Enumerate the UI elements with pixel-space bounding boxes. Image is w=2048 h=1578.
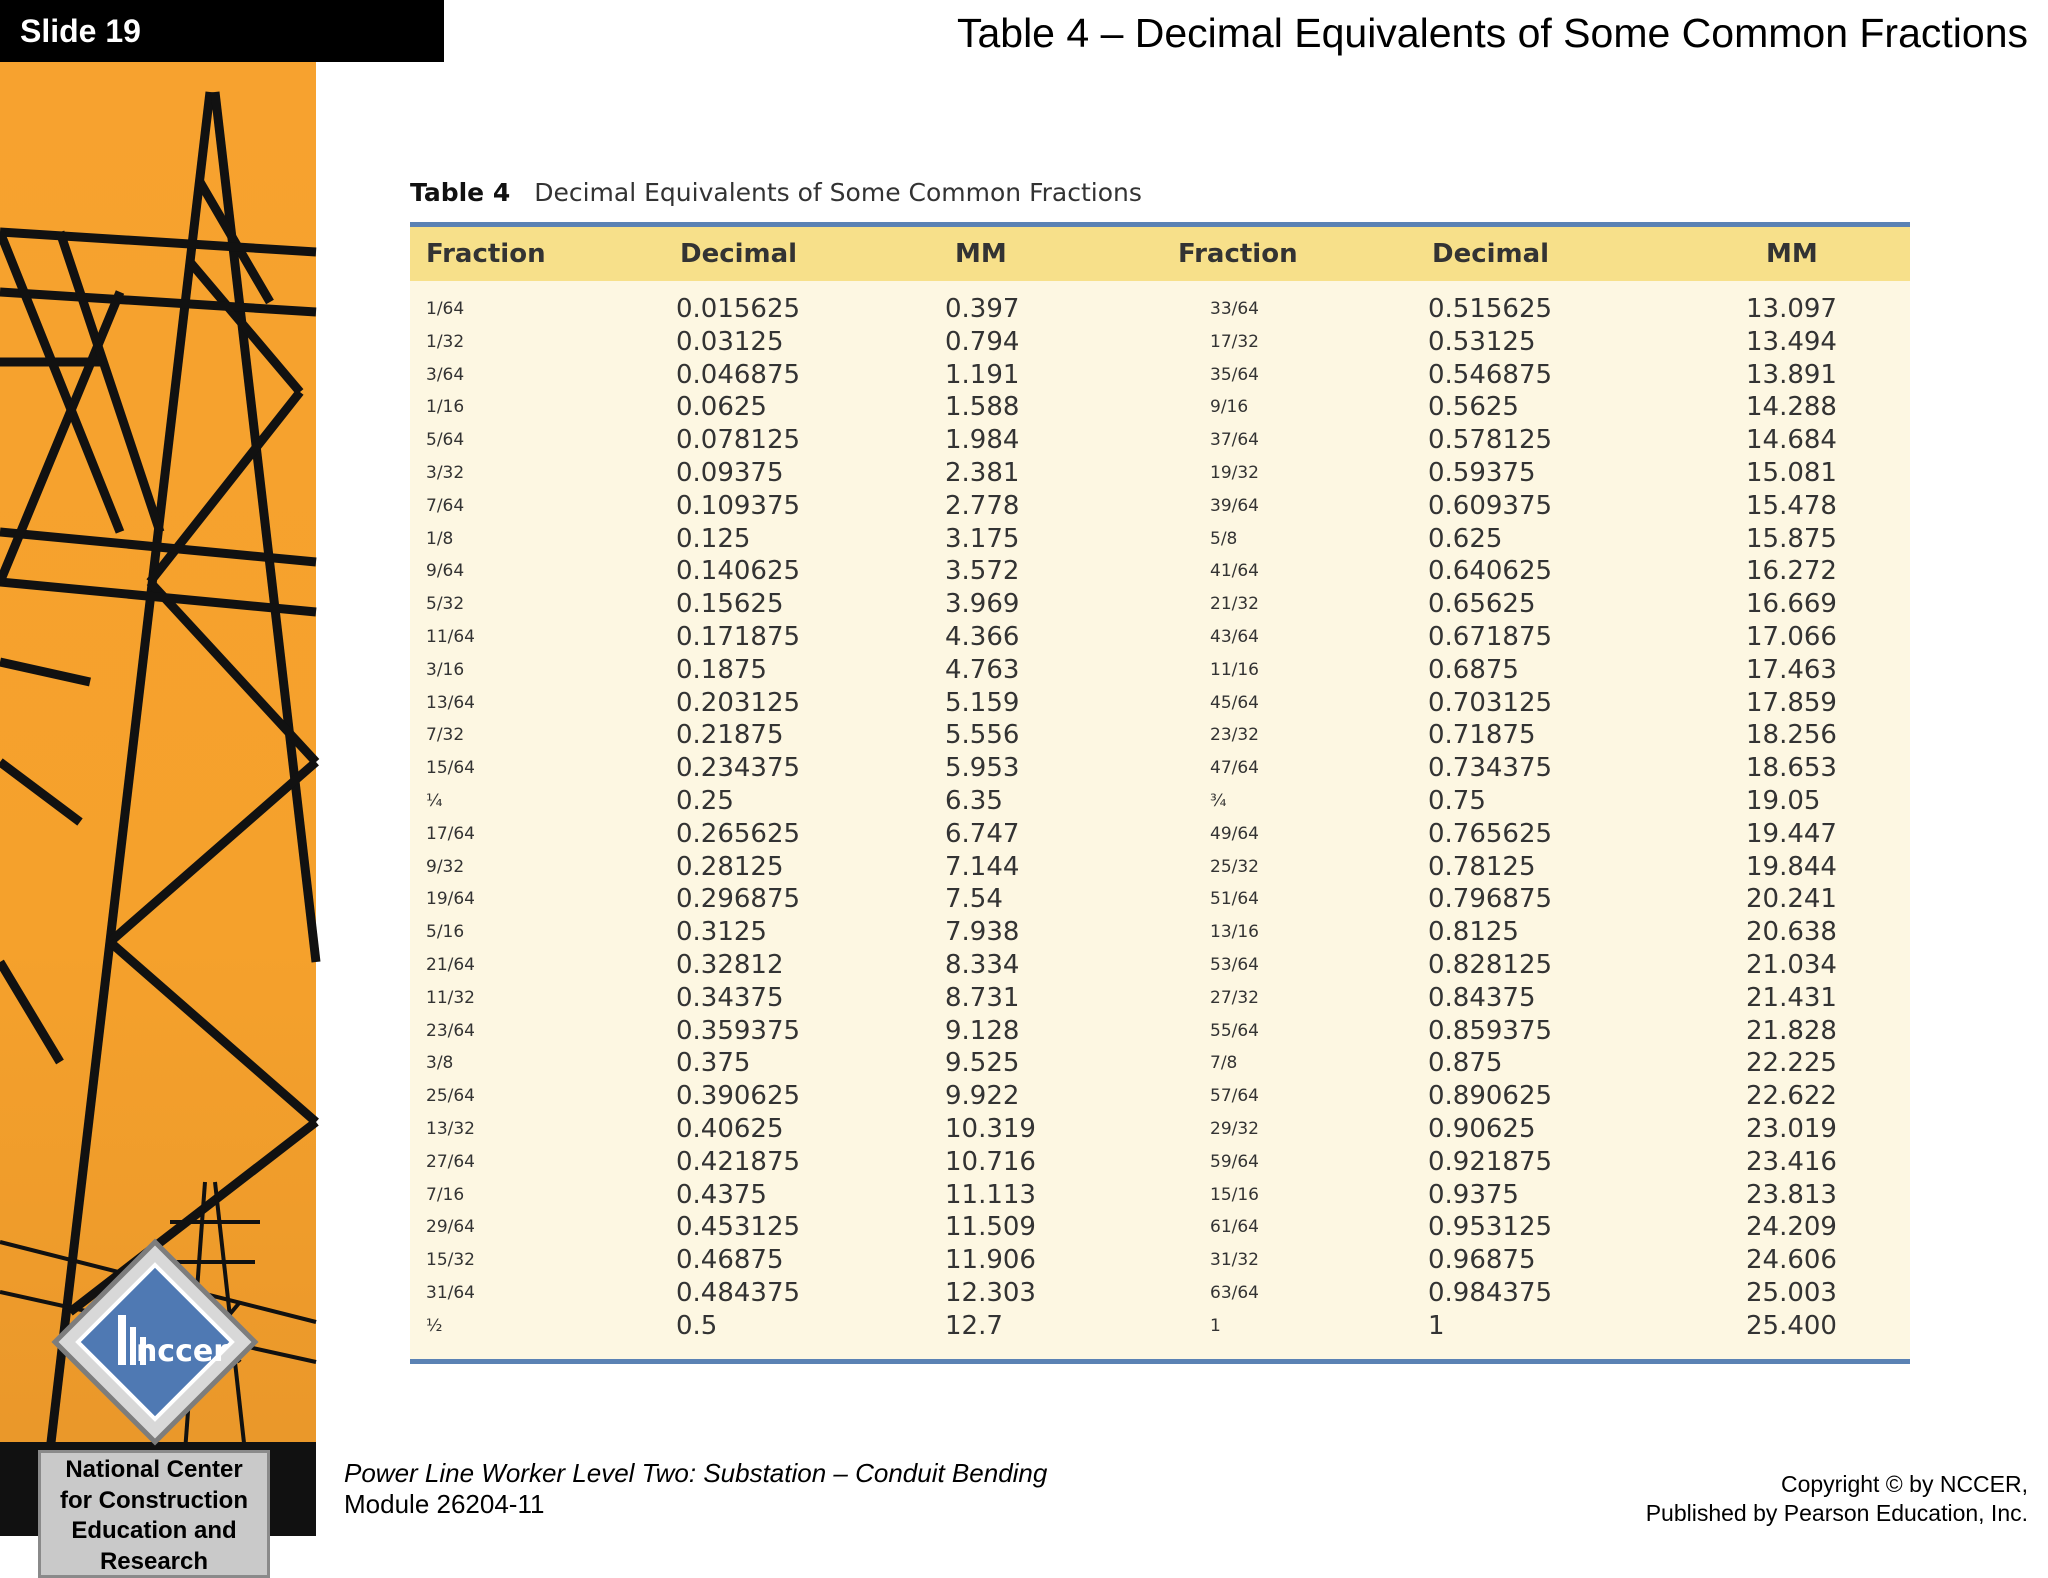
cell-decimal: 0.734375 (1428, 753, 1553, 784)
cell-fraction: 55/64 (1210, 1020, 1259, 1041)
cell-decimal: 0.265625 (676, 818, 801, 849)
cell-fraction: 15/16 (1210, 1184, 1259, 1205)
cell-mm: 7.144 (945, 851, 1020, 882)
cell-decimal: 0.609375 (1428, 490, 1553, 521)
table-row (410, 457, 1910, 490)
table-row (410, 391, 1910, 424)
cell-decimal: 0.1875 (676, 654, 767, 685)
cell-fraction: 1 (1210, 1315, 1221, 1336)
cell-decimal: 0.5 (676, 1310, 718, 1341)
cell-decimal: 1 (1428, 1310, 1445, 1341)
header-decimal-2: Decimal (1432, 239, 1550, 269)
cell-decimal: 0.3125 (676, 917, 767, 948)
cell-mm: 24.209 (1746, 1212, 1837, 1243)
header-mm-1: MM (955, 239, 1007, 269)
cell-mm: 17.066 (1746, 621, 1837, 652)
footer-module-number: Module 26204-11 (344, 1489, 545, 1519)
table-caption (410, 178, 1142, 207)
cell-fraction: 17/64 (426, 823, 475, 844)
cell-decimal: 0.234375 (676, 753, 801, 784)
cell-mm: 11.509 (945, 1212, 1036, 1243)
cell-decimal: 0.25 (676, 785, 734, 816)
cell-decimal: 0.984375 (1428, 1277, 1553, 1308)
cell-fraction: 1/8 (426, 528, 454, 549)
cell-decimal: 0.625 (1428, 523, 1503, 554)
cell-decimal: 0.296875 (676, 884, 801, 915)
cell-decimal: 0.109375 (676, 490, 801, 521)
cell-decimal: 0.453125 (676, 1212, 801, 1243)
cell-decimal: 0.765625 (1428, 818, 1553, 849)
cell-decimal: 0.546875 (1428, 359, 1553, 390)
cell-decimal: 0.84375 (1428, 982, 1536, 1013)
cell-fraction: 11/64 (426, 626, 475, 647)
cell-fraction: 31/64 (426, 1282, 475, 1303)
table-row (410, 555, 1910, 588)
cell-mm: 2.778 (945, 490, 1020, 521)
cell-mm: 5.556 (945, 720, 1020, 751)
fraction-decimal-table (410, 222, 1910, 1364)
slide-number-label: Slide 19 (0, 0, 444, 62)
cell-decimal: 0.359375 (676, 1015, 801, 1046)
cell-mm: 4.366 (945, 621, 1020, 652)
cell-fraction: 25/32 (1210, 856, 1259, 877)
table-row (410, 1047, 1910, 1080)
table-row (410, 1080, 1910, 1113)
cell-fraction: 3/8 (426, 1053, 454, 1074)
cell-decimal: 0.5625 (1428, 392, 1519, 423)
cell-mm: 11.113 (945, 1179, 1036, 1210)
cell-decimal: 0.859375 (1428, 1015, 1553, 1046)
cell-fraction: 39/64 (1210, 495, 1259, 516)
cell-decimal: 0.890625 (1428, 1081, 1553, 1112)
cell-mm: 19.05 (1746, 785, 1821, 816)
cell-fraction: 27/32 (1210, 987, 1259, 1008)
table-caption-number: Table 4 (410, 178, 511, 207)
cell-decimal: 0.078125 (676, 425, 801, 456)
cell-decimal: 0.78125 (1428, 851, 1536, 882)
cell-fraction: 35/64 (1210, 364, 1259, 385)
cell-decimal: 0.03125 (676, 326, 784, 357)
cell-fraction: 49/64 (1210, 823, 1259, 844)
cell-decimal: 0.65625 (1428, 589, 1536, 620)
table-row (410, 949, 1910, 982)
cell-mm: 21.431 (1746, 982, 1837, 1013)
cell-decimal: 0.71875 (1428, 720, 1536, 751)
cell-mm: 3.175 (945, 523, 1020, 554)
table-row (410, 424, 1910, 457)
table-row (410, 359, 1910, 392)
slide-title: Table 4 – Decimal Equivalents of Some Common Fractions (956, 10, 2028, 56)
cell-fraction: 15/32 (426, 1250, 475, 1271)
cell-fraction: 13/64 (426, 692, 475, 713)
cell-mm: 1.984 (945, 425, 1020, 456)
cell-decimal: 0.796875 (1428, 884, 1553, 915)
table-row (410, 490, 1910, 523)
cell-decimal: 0.4375 (676, 1179, 767, 1210)
table-row (410, 654, 1910, 687)
cell-fraction: 9/64 (426, 561, 465, 582)
cell-mm: 15.875 (1746, 523, 1837, 554)
cell-decimal: 0.09375 (676, 457, 784, 488)
cell-fraction: 23/32 (1210, 725, 1259, 746)
cell-fraction: 1/32 (426, 331, 465, 352)
cell-fraction: 9/32 (426, 856, 465, 877)
cell-fraction: 5/32 (426, 594, 465, 615)
copyright-line-1: Copyright © by NCCER, (1780, 1471, 2028, 1497)
cell-decimal: 0.0625 (676, 392, 767, 423)
cell-mm: 2.381 (945, 457, 1020, 488)
header-fraction-1: Fraction (426, 239, 546, 269)
cell-mm: 8.334 (945, 949, 1020, 980)
cell-fraction: 29/32 (1210, 1118, 1259, 1139)
table-row (410, 1179, 1910, 1212)
cell-fraction: 47/64 (1210, 758, 1259, 779)
cell-decimal: 0.59375 (1428, 457, 1536, 488)
cell-mm: 3.969 (945, 589, 1020, 620)
cell-mm: 7.938 (945, 917, 1020, 948)
table-caption-text: Decimal Equivalents of Some Common Fractions (534, 178, 1142, 207)
table-row (410, 1211, 1910, 1244)
cell-mm: 25.003 (1746, 1277, 1837, 1308)
cell-fraction: 31/32 (1210, 1250, 1259, 1271)
cell-mm: 13.891 (1746, 359, 1837, 390)
cell-decimal: 0.8125 (1428, 917, 1519, 948)
cell-mm: 24.606 (1746, 1245, 1837, 1276)
cell-mm: 18.256 (1746, 720, 1837, 751)
table-row (410, 1277, 1910, 1310)
cell-fraction: 37/64 (1210, 430, 1259, 451)
table-row (410, 916, 1910, 949)
cell-mm: 17.463 (1746, 654, 1837, 685)
cell-mm: 0.397 (945, 294, 1020, 324)
cell-mm: 23.416 (1746, 1146, 1837, 1177)
cell-mm: 20.241 (1746, 884, 1837, 915)
cell-decimal: 0.515625 (1428, 294, 1553, 324)
cell-fraction: 33/64 (1210, 299, 1259, 319)
cell-mm: 22.622 (1746, 1081, 1837, 1112)
table-body (410, 293, 1910, 1343)
sidebar-panel (0, 62, 316, 1575)
cell-decimal: 0.75 (1428, 785, 1486, 816)
cell-mm: 21.034 (1746, 949, 1837, 980)
cell-mm: 13.097 (1746, 294, 1837, 324)
cell-mm: 23.813 (1746, 1179, 1837, 1210)
cell-fraction: 51/64 (1210, 889, 1259, 910)
cell-fraction: 17/32 (1210, 331, 1259, 352)
table-row (410, 1310, 1910, 1343)
cell-mm: 16.669 (1746, 589, 1837, 620)
cell-fraction: 43/64 (1210, 626, 1259, 647)
cell-mm: 9.128 (945, 1015, 1020, 1046)
cell-fraction: 5/16 (426, 922, 465, 943)
cell-decimal: 0.32812 (676, 949, 784, 980)
table-row (410, 851, 1910, 884)
cell-mm: 20.638 (1746, 917, 1837, 948)
table-row (410, 785, 1910, 818)
cell-decimal: 0.6875 (1428, 654, 1519, 685)
cell-decimal: 0.484375 (676, 1277, 801, 1308)
table-row (410, 1146, 1910, 1179)
cell-mm: 23.019 (1746, 1113, 1837, 1144)
cell-decimal: 0.390625 (676, 1081, 801, 1112)
cell-fraction: 21/64 (426, 954, 475, 975)
cell-fraction: 3/64 (426, 364, 465, 385)
cell-mm: 10.716 (945, 1146, 1036, 1177)
table-row (410, 883, 1910, 916)
cell-fraction: 61/64 (1210, 1217, 1259, 1238)
table-row (410, 1244, 1910, 1277)
table-row (410, 1113, 1910, 1146)
cell-decimal: 0.28125 (676, 851, 784, 882)
cell-mm: 12.7 (945, 1310, 1003, 1341)
cell-mm: 7.54 (945, 884, 1003, 915)
cell-mm: 0.794 (945, 326, 1020, 357)
cell-fraction: 57/64 (1210, 1086, 1259, 1107)
cell-fraction: 3/32 (426, 462, 465, 483)
cell-fraction: ¼ (426, 790, 443, 811)
cell-decimal: 0.046875 (676, 359, 801, 390)
cell-mm: 5.953 (945, 753, 1020, 784)
header-mm-2: MM (1766, 239, 1818, 269)
cell-decimal: 0.96875 (1428, 1245, 1536, 1276)
cell-mm: 5.159 (945, 687, 1020, 718)
cell-mm: 9.525 (945, 1048, 1020, 1079)
table-row (410, 588, 1910, 621)
cell-fraction: ¾ (1210, 790, 1227, 811)
cell-fraction: 25/64 (426, 1086, 475, 1107)
cell-decimal: 0.9375 (1428, 1179, 1519, 1210)
cell-fraction: 23/64 (426, 1020, 475, 1041)
cell-fraction: 9/16 (1210, 397, 1249, 418)
cell-fraction: 27/64 (426, 1151, 475, 1172)
cell-decimal: 0.015625 (676, 294, 801, 324)
cell-decimal: 0.34375 (676, 982, 784, 1013)
table-row (410, 818, 1910, 851)
organization-name: National Center for Construction Education and Research (38, 1450, 270, 1578)
cell-decimal: 0.421875 (676, 1146, 801, 1177)
cell-fraction: 59/64 (1210, 1151, 1259, 1172)
cell-mm: 12.303 (945, 1277, 1036, 1308)
cell-mm: 13.494 (1746, 326, 1837, 357)
cell-mm: 11.906 (945, 1245, 1036, 1276)
cell-fraction: 53/64 (1210, 954, 1259, 975)
cell-decimal: 0.875 (1428, 1048, 1503, 1079)
cell-decimal: 0.53125 (1428, 326, 1536, 357)
table-row (410, 982, 1910, 1015)
cell-decimal: 0.640625 (1428, 556, 1553, 587)
cell-fraction: 13/16 (1210, 922, 1259, 943)
table-row (410, 719, 1910, 752)
cell-decimal: 0.90625 (1428, 1113, 1536, 1144)
cell-mm: 8.731 (945, 982, 1020, 1013)
cell-mm: 15.478 (1746, 490, 1837, 521)
footer-course-title: Power Line Worker Level Two: Substation – Conduit Bending (344, 1458, 1048, 1488)
cell-decimal: 0.140625 (676, 556, 801, 587)
table-row (410, 621, 1910, 654)
cell-decimal: 0.40625 (676, 1113, 784, 1144)
cell-mm: 3.572 (945, 556, 1020, 587)
cell-fraction: 7/16 (426, 1184, 465, 1205)
footer-copyright (1646, 1470, 2028, 1528)
logo-text: nccer (135, 1334, 229, 1369)
table-row (410, 752, 1910, 785)
cell-mm: 15.081 (1746, 457, 1837, 488)
cell-fraction: 19/32 (1210, 462, 1259, 483)
cell-fraction: 7/64 (426, 495, 465, 516)
cell-fraction: 41/64 (1210, 561, 1259, 582)
cell-mm: 6.747 (945, 818, 1020, 849)
cell-mm: 22.225 (1746, 1048, 1837, 1079)
table-row (410, 326, 1910, 359)
cell-mm: 25.400 (1746, 1310, 1837, 1341)
cell-mm: 1.588 (945, 392, 1020, 423)
cell-decimal: 0.703125 (1428, 687, 1553, 718)
cell-decimal: 0.15625 (676, 589, 784, 620)
cell-fraction: 3/16 (426, 659, 465, 680)
cell-mm: 6.35 (945, 785, 1003, 816)
cell-decimal: 0.46875 (676, 1245, 784, 1276)
cell-mm: 10.319 (945, 1113, 1036, 1144)
cell-decimal: 0.578125 (1428, 425, 1553, 456)
header-fraction-2: Fraction (1178, 239, 1298, 269)
cell-mm: 14.288 (1746, 392, 1837, 423)
cell-mm: 14.684 (1746, 425, 1837, 456)
cell-mm: 4.763 (945, 654, 1020, 685)
cell-mm: 18.653 (1746, 753, 1837, 784)
cell-decimal: 0.171875 (676, 621, 801, 652)
cell-fraction: 13/32 (426, 1118, 475, 1139)
cell-decimal: 0.203125 (676, 687, 801, 718)
cell-fraction: 1/16 (426, 397, 465, 418)
table-row (410, 523, 1910, 556)
table-header-row (410, 227, 1910, 281)
cell-fraction: 1/64 (426, 299, 465, 319)
table-row (410, 293, 1910, 326)
cell-mm: 9.922 (945, 1081, 1020, 1112)
cell-fraction: 19/64 (426, 889, 475, 910)
cell-fraction: 11/16 (1210, 659, 1259, 680)
footer-course-info (344, 1458, 1047, 1520)
cell-decimal: 0.21875 (676, 720, 784, 751)
cell-fraction: 15/64 (426, 758, 475, 779)
cell-decimal: 0.375 (676, 1048, 751, 1079)
cell-decimal: 0.953125 (1428, 1212, 1553, 1243)
cell-mm: 1.191 (945, 359, 1020, 390)
cell-decimal: 0.921875 (1428, 1146, 1553, 1177)
cell-fraction: 7/32 (426, 725, 465, 746)
cell-decimal: 0.125 (676, 523, 751, 554)
header-decimal-1: Decimal (680, 239, 798, 269)
table-row (410, 1015, 1910, 1048)
cell-mm: 17.859 (1746, 687, 1837, 718)
cell-mm: 19.844 (1746, 851, 1837, 882)
cell-fraction: 63/64 (1210, 1282, 1259, 1303)
cell-fraction: 45/64 (1210, 692, 1259, 713)
cell-decimal: 0.671875 (1428, 621, 1553, 652)
cell-mm: 19.447 (1746, 818, 1837, 849)
cell-mm: 16.272 (1746, 556, 1837, 587)
cell-mm: 21.828 (1746, 1015, 1837, 1046)
cell-fraction: 29/64 (426, 1217, 475, 1238)
cell-decimal: 0.828125 (1428, 949, 1553, 980)
cell-fraction: ½ (426, 1315, 443, 1336)
cell-fraction: 21/32 (1210, 594, 1259, 615)
cell-fraction: 7/8 (1210, 1053, 1238, 1074)
cell-fraction: 5/64 (426, 430, 465, 451)
cell-fraction: 11/32 (426, 987, 475, 1008)
nccer-logo-emblem (50, 1237, 260, 1447)
table-row (410, 687, 1910, 720)
copyright-line-2: Published by Pearson Education, Inc. (1645, 1500, 2028, 1526)
cell-fraction: 5/8 (1210, 528, 1238, 549)
